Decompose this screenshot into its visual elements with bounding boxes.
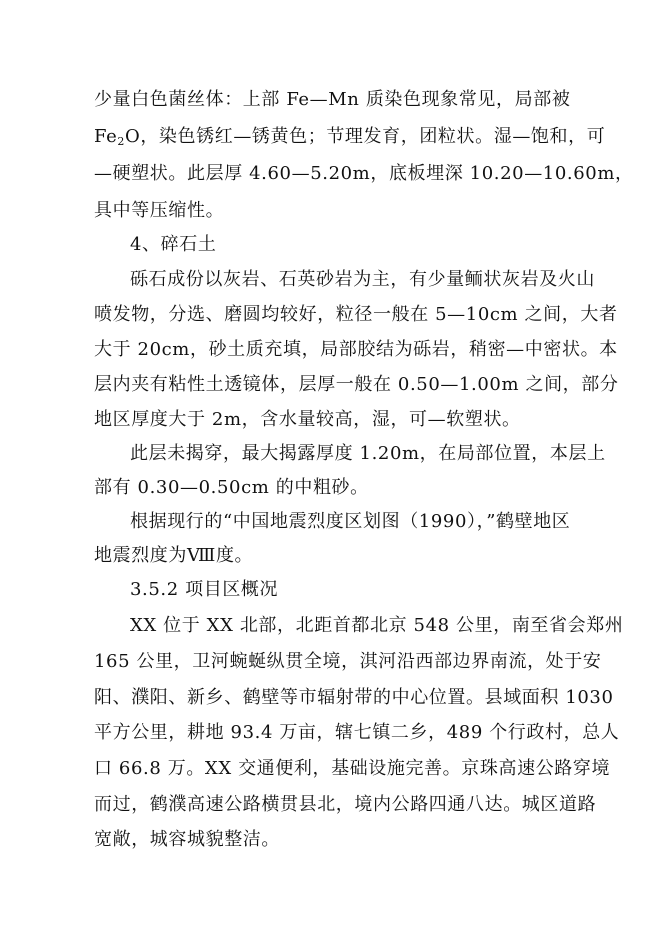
text-line: 此层未揭穿，最大揭露厚度 1.20m，在局部位置，本层上 <box>130 443 606 464</box>
text-line: 阳、濮阳、新乡、鹤壁等市辐射带的中心位置。县域面积 1030 <box>94 687 614 708</box>
text-line-with-subscript <box>0 125 662 149</box>
text-line: 大于 20cm，砂土质充填，局部胶结为砾岩，稍密—中密状。本 <box>94 339 618 360</box>
section-heading: 4、碎石土 <box>130 234 217 255</box>
text-line: 部有 0.30—0.50cm 的中粗砂。 <box>94 477 369 498</box>
text-line: 具中等压缩性。 <box>94 200 225 221</box>
text-line: 而过，鹤濮高速公路横贯县北，境内公路四通八达。城区道路 <box>94 794 597 815</box>
text-line: 少量白色菌丝体：上部 Fe—Mn 质染色现象常见，局部被 <box>94 89 571 110</box>
chemical-formula-prefix: Fe <box>94 126 118 147</box>
text-line: 喷发物，分选、磨圆均较好，粒径一般在 5—10cm 之间，大者 <box>94 304 618 325</box>
text-line: 口 66.8 万。XX 交通便利，基础设施完善。京珠高速公路穿境 <box>94 758 611 779</box>
text-line: 地震烈度为Ⅷ度。 <box>94 545 254 566</box>
text-line: 平方公里，耕地 93.4 万亩，辖七镇二乡，489 个行政村，总人 <box>94 722 620 743</box>
text-line: 根据现行的“中国地震烈度区划图（1990），”鹤壁地区 <box>130 511 571 532</box>
text-line: XX 位于 XX 北部，北距首都北京 548 公里，南至省会郑州 <box>130 615 624 636</box>
text-line: 宽敞，城容城貌整洁。 <box>94 829 280 850</box>
section-heading: 3.5.2 项目区概况 <box>130 579 279 600</box>
text-line-rest: O，染色锈红—锈黄色；节理发育，团粒状。湿—饱和，可 <box>124 126 606 147</box>
text-line: 层内夹有粘性土透镜体，层厚一般在 0.50—1.00m 之间，部分 <box>94 374 619 395</box>
text-line: 砾石成份以灰岩、石英砂岩为主，有少量鲕状灰岩及火山 <box>130 269 595 290</box>
text-line: 165 公里，卫河蜿蜒纵贯全境，淇河沿西部边界南流，处于安 <box>94 651 602 672</box>
text-line: —硬塑状。此层厚 4.60—5.20m，底板埋深 10.20—10.60m， <box>94 163 634 184</box>
chemical-subscript: 2 <box>117 135 125 148</box>
text-line: 地区厚度大于 2m，含水量较高，湿，可—软塑状。 <box>94 409 521 430</box>
